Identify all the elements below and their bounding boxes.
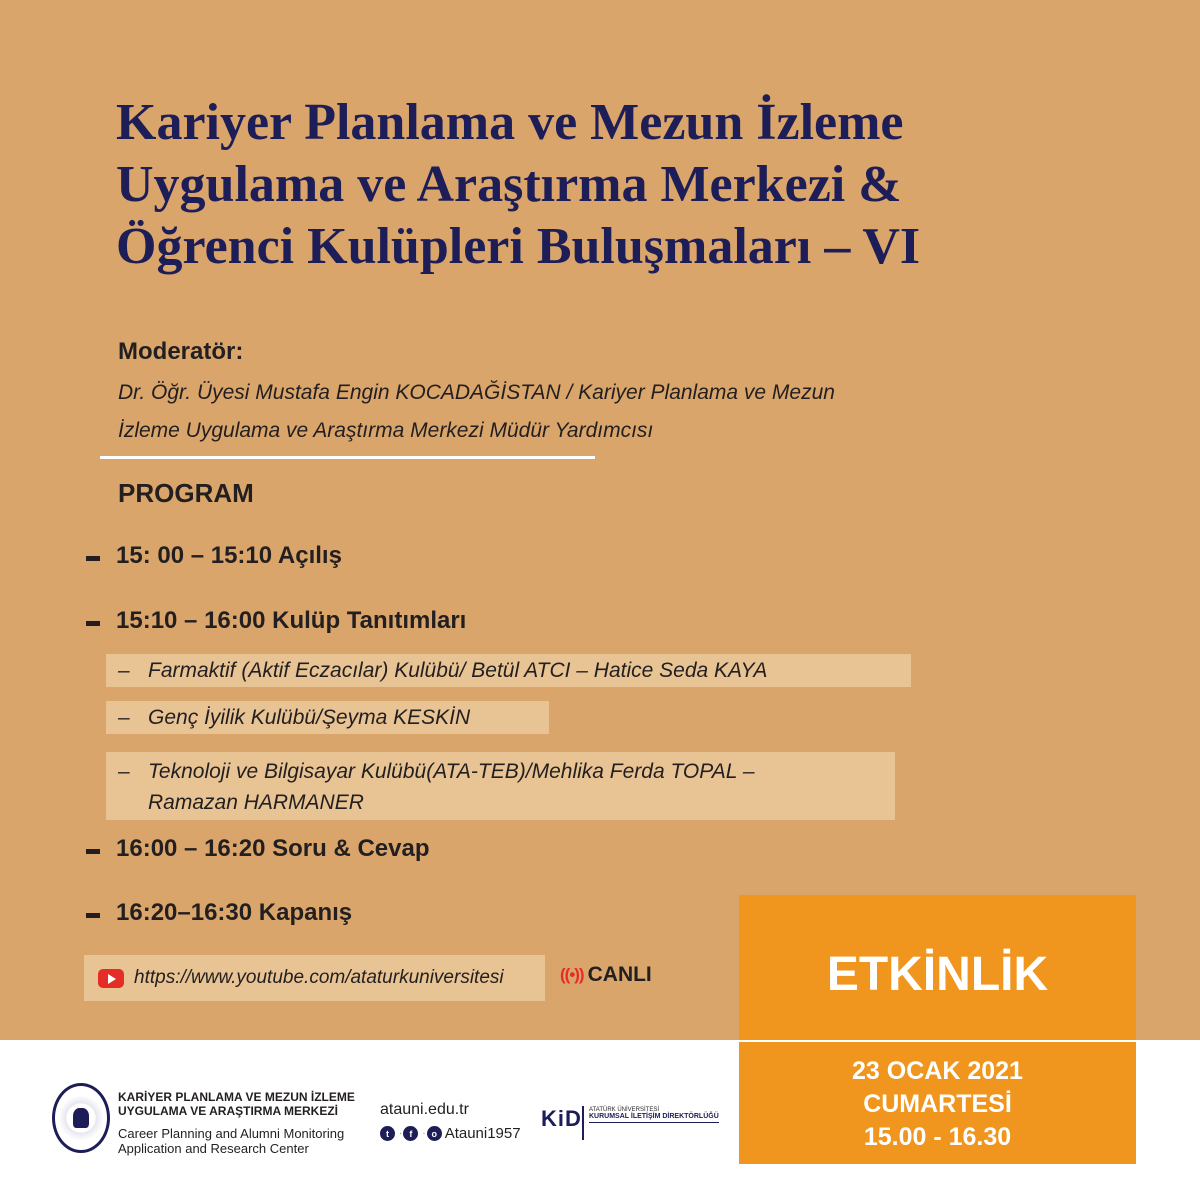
bullet-dash [86, 913, 100, 918]
title-line-1: Kariyer Planlama ve Mezun İzleme [116, 94, 904, 151]
moderator-line-1: Dr. Öğr. Üyesi Mustafa Engin KOCADAĞİSTAN / Kariyer Planlama ve Mezun [118, 381, 835, 404]
program-item-closing [86, 899, 352, 927]
club-item-text: Teknoloji ve Bilgisayar Kulübü(ATA-TEB)/Mehlika Ferda TOPAL – [148, 760, 755, 783]
title-line-3: Öğrenci Kulüpleri Buluşmaları – VI [116, 218, 921, 275]
program-item-text: 16:00 – 16:20 Soru & Cevap [116, 835, 430, 862]
club-item-genc-iyilik [106, 701, 549, 734]
event-date [739, 1055, 1136, 1154]
instagram-icon[interactable]: o [427, 1126, 442, 1141]
center-name-en-line-2: Application and Research Center [118, 1141, 309, 1156]
website-link[interactable]: atauni.edu.tr [380, 1101, 469, 1118]
kid-divider [582, 1106, 584, 1140]
kid-line-2: KURUMSAL İLETİŞİM DİREKTÖRLÜĞÜ [589, 1113, 719, 1123]
bullet-dash [86, 621, 100, 626]
divider [100, 456, 595, 459]
youtube-link[interactable] [84, 955, 545, 1001]
title-line-2: Uygulama ve Araştırma Merkezi & [116, 156, 902, 213]
university-seal-icon [52, 1083, 110, 1153]
sub-dash: – [118, 760, 130, 783]
kid-line-1: ATATÜRK ÜNİVERSİTESİ [589, 1107, 660, 1113]
bullet-dash [86, 849, 100, 854]
event-divider [739, 1040, 1136, 1042]
moderator-line-2: İzleme Uygulama ve Araştırma Merkezi Müdür Yardımcısı [118, 419, 654, 442]
kid-text [589, 1107, 719, 1123]
program-label: PROGRAM [118, 478, 254, 508]
social-handle[interactable]: Atauni1957 [444, 1125, 521, 1142]
center-name-en-line-1: Career Planning and Alumni Monitoring [118, 1126, 345, 1141]
program-item-text: 15: 00 – 15:10 Açılış [116, 542, 342, 569]
event-date-line-3: 15.00 - 16.30 [863, 1123, 1012, 1151]
club-item-text: Farmaktif (Aktif Eczacılar) Kulübü/ Betül ATCI – Hatice Seda KAYA [148, 659, 768, 682]
event-box [739, 895, 1136, 1164]
sub-dash: – [118, 659, 130, 682]
moderator-text [118, 374, 1038, 450]
program-item-text: 16:20–16:30 Kapanış [116, 899, 353, 926]
program-item-opening [86, 542, 342, 570]
live-badge [560, 963, 652, 987]
twitter-icon[interactable]: t [380, 1126, 395, 1141]
club-item-farmaktif [106, 654, 911, 687]
event-title: ETKİNLİK [826, 948, 1049, 1001]
center-name-tr-line-2: UYGULAMA VE ARAŞTIRMA MERKEZİ [118, 1104, 338, 1118]
kid-logo: KiD [541, 1106, 582, 1131]
program-item-text: 15:10 – 16:00 Kulüp Tanıtımları [116, 607, 467, 634]
club-item-text: Genç İyilik Kulübü/Şeyma KESKİN [148, 706, 471, 729]
bullet-dash [86, 556, 100, 561]
youtube-url[interactable]: https://www.youtube.com/ataturkuniversitesi [134, 967, 504, 988]
program-item-club-intros [86, 607, 466, 635]
live-label: CANLI [587, 963, 652, 986]
center-name-tr-line-1: KARİYER PLANLAMA VE MEZUN İZLEME [118, 1090, 355, 1104]
program-item-qa [86, 835, 430, 863]
club-item-ata-teb [106, 752, 895, 820]
page-title [116, 92, 1116, 278]
sub-dash: – [118, 706, 130, 729]
club-item-text: Ramazan HARMANER [148, 791, 364, 814]
facebook-icon[interactable]: f [403, 1126, 418, 1141]
event-date-line-1: 23 OCAK 2021 [852, 1057, 1023, 1085]
social-links: t · f · o Atauni1957 [380, 1125, 521, 1142]
moderator-label: Moderatör: [118, 338, 244, 365]
broadcast-icon: ((•)) [560, 965, 584, 984]
event-date-line-2: CUMARTESİ [863, 1090, 1012, 1118]
center-name [118, 1090, 378, 1156]
youtube-icon [98, 969, 124, 988]
